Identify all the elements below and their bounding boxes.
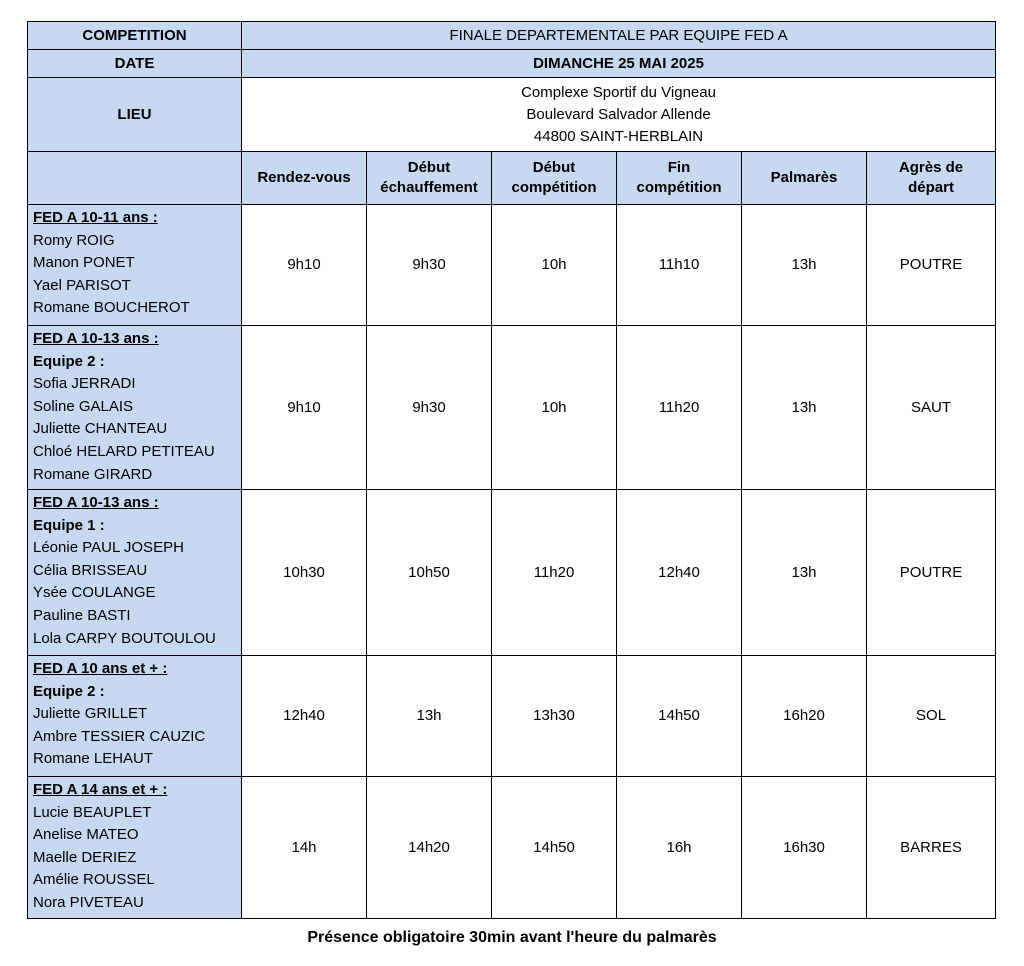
column-header-agres-depart: Agrès de départ (867, 152, 996, 205)
gymnast-name: Maelle DERIEZ (33, 848, 137, 866)
rendez-vous-time: 14h (242, 777, 367, 919)
gymnast-name: Pauline BASTI (33, 606, 131, 624)
gymnast-name: Romane GIRARD (33, 465, 153, 483)
category-label: FED A 10-13 ans : (33, 494, 159, 511)
competition-start-time: 13h30 (492, 656, 617, 777)
starting-apparatus: POUTRE (867, 490, 996, 656)
team-label: Equipe 2 : (33, 352, 105, 370)
team-cell (28, 326, 242, 490)
lieu-line-street: Boulevard Salvador Allende (526, 105, 711, 123)
gymnast-name: Sofia JERRADI (33, 375, 136, 393)
gymnast-name: Juliette GRILLET (33, 705, 148, 723)
competition-end-time: 14h50 (617, 656, 742, 777)
lieu-line-venue: Complexe Sportif du Vigneau (521, 83, 716, 101)
team-cell (28, 490, 242, 656)
date-row (28, 50, 996, 78)
gymnast-name: Anelise MATEO (33, 826, 139, 844)
team-label: Equipe 1 : (33, 516, 105, 534)
awards-time: 16h30 (742, 777, 867, 919)
gymnast-name: Célia BRISSEAU (33, 561, 148, 579)
competition-end-time: 12h40 (617, 490, 742, 656)
gymnast-name: Romy ROIG (33, 231, 115, 249)
awards-time: 13h (742, 326, 867, 490)
gymnast-name: Ambre TESSIER CAUZIC (33, 727, 206, 745)
schedule-table (27, 21, 996, 919)
starting-apparatus: SOL (867, 656, 996, 777)
competition-row (28, 22, 996, 50)
competition-end-time: 16h (617, 777, 742, 919)
table-row (28, 326, 996, 490)
team-label: Equipe 2 : (33, 682, 105, 700)
rendez-vous-time: 9h10 (242, 205, 367, 326)
starting-apparatus: BARRES (867, 777, 996, 919)
team-cell (28, 777, 242, 919)
awards-time: 13h (742, 490, 867, 656)
rendez-vous-time: 9h10 (242, 326, 367, 490)
awards-time: 13h (742, 205, 867, 326)
gymnast-name: Amélie ROUSSEL (33, 871, 155, 889)
column-header-rendez-vous: Rendez-vous (242, 152, 367, 205)
category-label: FED A 14 ans et + : (33, 781, 168, 798)
lieu-label: LIEU (28, 78, 242, 152)
gymnast-name: Romane BOUCHEROT (33, 299, 190, 317)
competition-end-time: 11h10 (617, 205, 742, 326)
footer-note: Présence obligatoire 30min avant l'heure du palmarès (307, 929, 717, 946)
gymnast-name: Manon PONET (33, 254, 135, 272)
competition-value: FINALE DEPARTEMENTALE PAR EQUIPE FED A (242, 22, 996, 50)
column-header-fin-competition: Fin compétition (617, 152, 742, 205)
warmup-start-time: 13h (367, 656, 492, 777)
competition-start-time: 10h (492, 326, 617, 490)
category-label: FED A 10 ans et + : (33, 660, 168, 677)
competition-end-time: 11h20 (617, 326, 742, 490)
lieu-value (242, 78, 996, 152)
table-row (28, 777, 996, 919)
column-header-debut-echauffement: Début échauffement (367, 152, 492, 205)
column-header-palmares: Palmarès (742, 152, 867, 205)
gymnast-name: Lola CARPY BOUTOULOU (33, 629, 216, 647)
table-row (28, 656, 996, 777)
column-header-empty (28, 152, 242, 205)
warmup-start-time: 9h30 (367, 205, 492, 326)
table-row (28, 490, 996, 656)
gymnast-name: Lucie BEAUPLET (33, 803, 152, 821)
date-value: DIMANCHE 25 MAI 2025 (242, 50, 996, 78)
gymnast-name: Nora PIVETEAU (33, 893, 144, 911)
gymnast-name: Ysée COULANGE (33, 584, 156, 602)
starting-apparatus: SAUT (867, 326, 996, 490)
gymnast-name: Chloé HELARD PETITEAU (33, 442, 215, 460)
gymnast-name: Romane LEHAUT (33, 750, 154, 768)
lieu-line-city: 44800 SAINT-HERBLAIN (533, 127, 704, 145)
warmup-start-time: 14h20 (367, 777, 492, 919)
column-header-debut-competition: Début compétition (492, 152, 617, 205)
category-label: FED A 10-11 ans : (33, 209, 158, 226)
gymnast-name: Soline GALAIS (33, 397, 134, 415)
column-header-row (28, 152, 996, 205)
competition-start-time: 11h20 (492, 490, 617, 656)
gymnast-name: Juliette CHANTEAU (33, 420, 168, 438)
competition-start-time: 14h50 (492, 777, 617, 919)
team-cell (28, 205, 242, 326)
awards-time: 16h20 (742, 656, 867, 777)
gymnast-name: Léonie PAUL JOSEPH (33, 539, 184, 557)
team-cell (28, 656, 242, 777)
gymnast-name: Yael PARISOT (33, 276, 131, 294)
competition-start-time: 10h (492, 205, 617, 326)
starting-apparatus: POUTRE (867, 205, 996, 326)
rendez-vous-time: 12h40 (242, 656, 367, 777)
warmup-start-time: 9h30 (367, 326, 492, 490)
date-label: DATE (28, 50, 242, 78)
rendez-vous-time: 10h30 (242, 490, 367, 656)
table-row (28, 205, 996, 326)
lieu-row (28, 78, 996, 152)
category-label: FED A 10-13 ans : (33, 330, 159, 347)
warmup-start-time: 10h50 (367, 490, 492, 656)
competition-label: COMPETITION (28, 22, 242, 50)
